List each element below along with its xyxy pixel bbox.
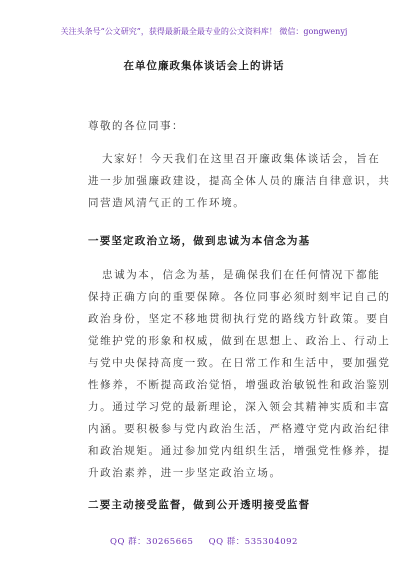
section-heading-2: 二要主动接受监督，做到公开透明接受监督 [88,499,311,511]
document-title: 在单位廉政集体谈话会上的讲话 [123,60,285,72]
footer-qq-group-1: QQ 群：30265665 [110,537,194,547]
footer-contact [0,535,408,547]
paragraph-line: 进一步加强廉政建设，提高全体人员的廉洁自律意识，共 [88,175,391,187]
paragraph-line: 觉维护党的形象和权威，做到在思想上、政治上、行动上 [88,335,391,347]
promo-banner: 关注头条号“公文研究”，获得最新最全最专业的公文资料库！ 微信：gongwenyj [60,27,348,36]
section1-paragraph [88,264,391,484]
paragraph-line: 保持正确方向的重要保障。各位同事必须时刻牢记自己的 [88,291,391,303]
paragraph-line: 升政治素养，进一步坚定政治立场。 [88,467,282,479]
intro-paragraph [88,148,391,214]
footer-qq-group-2: QQ 群：535304092 [208,537,298,547]
section-heading-1: 一要坚定政治立场，做到忠诚为本信念为基 [88,235,311,247]
paragraph-line: 力。通过学习党的最新理论，深入领会其精神实质和丰富 [88,401,391,413]
paragraph-line: 政治身份，坚定不移地贯彻执行党的路线方针政策。要自 [88,313,391,325]
paragraph-line: 与党中央保持高度一致。在日常工作和生活中，要加强党 [88,357,391,369]
paragraph-line: 和政治规矩。通过参加党内组织生活，增强党性修养，提 [88,445,391,457]
salutation: 尊敬的各位同事： [88,120,184,132]
paragraph-line: 同营造风清气正的工作环境。 [88,197,246,209]
paragraph-line: 忠诚为本，信念为基，是确保我们在任何情况下都能 [102,269,381,281]
paragraph-line: 内涵。要积极参与党内政治生活，严格遵守党内政治纪律 [88,423,391,435]
paragraph-line: 大家好！今天我们在这里召开廉政集体谈话会，旨在 [102,153,381,165]
paragraph-line: 性修养，不断提高政治觉悟，增强政治敏锐性和政治鉴别 [88,379,391,391]
